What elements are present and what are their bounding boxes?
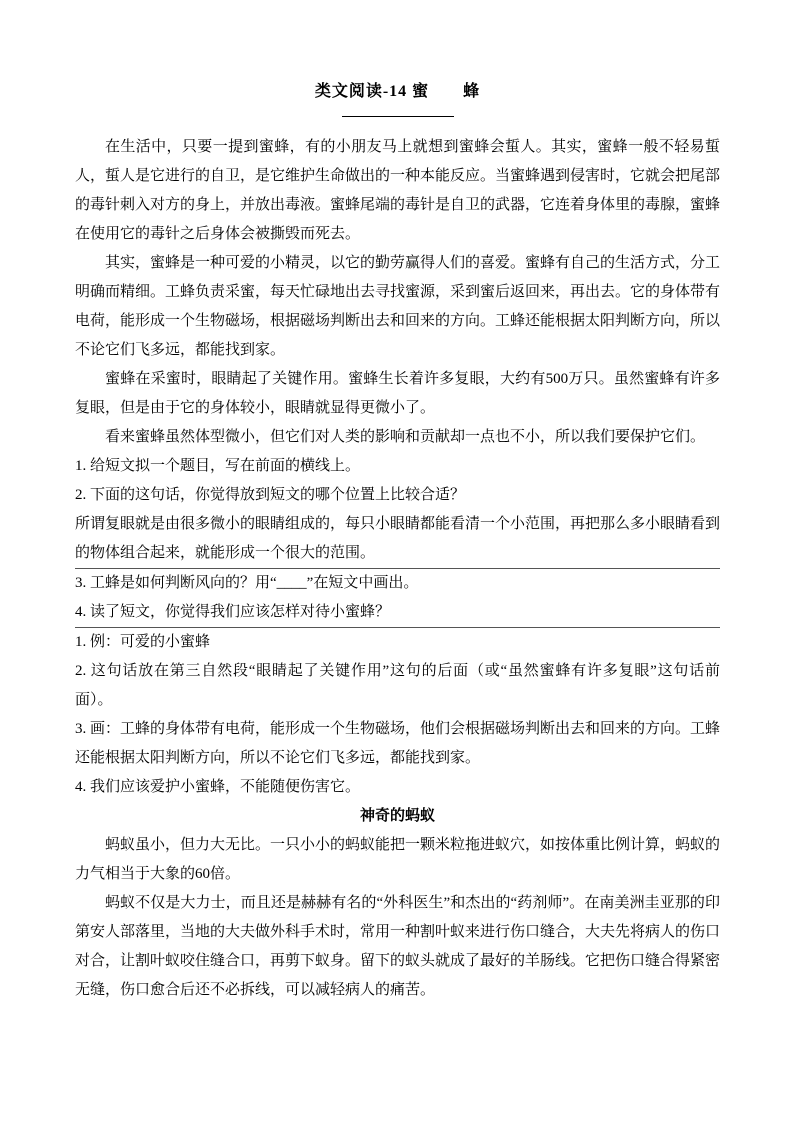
section2-paragraph-2: 蚂蚁不仅是大力士，而且还是赫赫有名的“外科医生”和杰出的“药剂师”。在南美洲圭亚那的印第安人部落里，当地的大夫做外科手术时，常用一种割叶蚁来进行伤口缝合，大夫先将病人的伤口对合，让割叶蚁咬住缝合口，再剪下蚁身。留下的蚁头就成了最好的羊肠线。它把伤口缝合得紧密无缝，伤口愈合后还不必拆线，可以减轻病人的痛苦。 <box>75 895 721 998</box>
section2-paragraph-1: 蚂蚁虽小，但力大无比。一只小小的蚂蚁能把一颗米粒拖进蚁穴，如按体重比例计算，蚂蚁的力气相当于大象的60倍。 <box>75 837 721 882</box>
question-1: 1. 给短文拟一个题目，写在前面的横线上。 <box>75 458 361 474</box>
body-paragraph-3: 蜜蜂在采蜜时，眼睛起了关键作用。蜜蜂生长着许多复眼，大约有500万只。虽然蜜蜂有许多复眼，但是由于它的身体较小，眼睛就显得更微小了。 <box>75 371 720 416</box>
answer-2: 2. 这句话放在第三自然段“眼睛起了关键作用”这句的后面（或“虽然蜜蜂有许多复眼”这句话前面）。 <box>75 663 720 708</box>
title-answer-blank-line <box>342 116 454 117</box>
question-3: 3. 工蜂是如何判断风向的？用“____”在短文中画出。 <box>75 575 419 591</box>
page-title: 类文阅读-14 蜜 蜂 <box>314 83 481 100</box>
question-4: 4. 读了短文，你觉得我们应该怎样对待小蜜蜂？ <box>75 604 391 620</box>
body-paragraph-1: 在生活中，只要一提到蜜蜂，有的小朋友马上就想到蜜蜂会蜇人。其实，蜜蜂一般不轻易蜇人，蜇人是它进行的自卫，是它维护生命做出的一种本能反应。当蜜蜂遇到侵害时，它就会把尾部的毒针刺入对方的身上，并放出毒液。蜜蜂尾端的毒针是自卫的武器，它连着身体里的毒腺，蜜蜂在使用它的毒针之后身体会被撕毁而死去。 <box>75 139 721 242</box>
section2-title: 神奇的蚂蚁 <box>359 808 435 824</box>
body-paragraph-2: 其实，蜜蜂是一种可爱的小精灵，以它的勤劳赢得人们的喜爱。蜜蜂有自己的生活方式，分工明确而精细。工蜂负责采蜜，每天忙碌地出去寻找蜜源，采到蜜后返回来，再出去。它的身体带有电荷，能形成一个生物磁场，根据磁场判断出去和回来的方向。工蜂还能根据太阳判断方向，所以不论它们飞多远，都能找到家。 <box>75 255 721 358</box>
body-paragraph-4: 看来蜜蜂虽然体型微小，但它们对人类的影响和贡献却一点也不小，所以我们要保护它们。 <box>105 429 706 445</box>
question-2: 2. 下面的这句话，你觉得放到短文的哪个位置上比较合适？ <box>75 487 466 503</box>
answer-4: 4. 我们应该爱护小蜜蜂，不能随便伤害它。 <box>75 779 361 795</box>
question-2-quote: 所谓复眼就是由很多微小的眼睛组成的，每只小眼睛都能看清一个小范围，再把那么多小眼睛看到的物体组合起来，就能形成一个很大的范围。 <box>75 516 721 561</box>
answer-3: 3. 画：工蜂的身体带有电荷，能形成一个生物磁场，他们会根据磁场判断出去和回来的方向。工蜂还能根据太阳判断方向，所以不论它们飞多远，都能找到家。 <box>75 721 721 766</box>
answer-1: 1. 例：可爱的小蜜蜂 <box>75 634 211 650</box>
